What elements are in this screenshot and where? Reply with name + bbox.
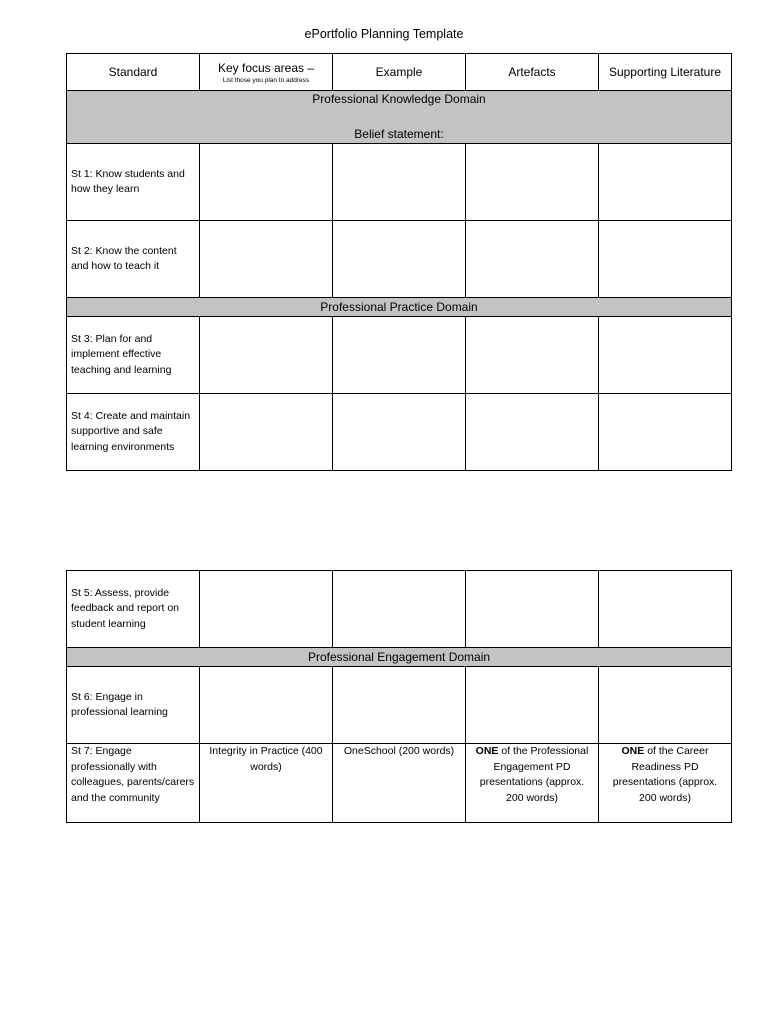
domain-cell-knowledge [67,91,732,144]
standard-cell: St 3: Plan for and implement effective teaching and learning [67,317,200,394]
literature-emphasis: ONE [621,745,645,757]
standard-cell: St 4: Create and maintain supportive and safe learning environments [67,394,200,471]
example-cell[interactable] [333,667,466,744]
domain-row-practice [67,298,732,317]
header-key-focus-sub: List those you plan to address [222,76,310,84]
key-focus-cell[interactable] [200,221,333,298]
table-header-row [67,54,732,91]
literature-cell[interactable] [599,667,732,744]
domain-title-practice: Professional Practice Domain [67,298,732,317]
standard-cell: St 7: Engage professionally with colleagues, parents/carers and the community [67,744,200,823]
literature-cell[interactable] [599,571,732,648]
table-row [67,144,732,221]
artefacts-emphasis: ONE [475,745,499,757]
example-cell[interactable]: OneSchool (200 words) [333,744,466,823]
artefacts-cell[interactable] [466,144,599,221]
table-row [67,221,732,298]
planning-table-part-2 [66,570,732,823]
example-cell[interactable] [333,571,466,648]
key-focus-cell[interactable] [200,667,333,744]
artefacts-cell[interactable] [466,317,599,394]
literature-cell[interactable] [599,317,732,394]
header-supporting-literature: Supporting Literature [599,54,732,91]
artefacts-cell[interactable] [466,394,599,471]
belief-statement-label: Belief statement: [354,127,444,141]
artefacts-text: of the Professional Engagement PD presentations (approx. 200 words) [479,745,589,804]
literature-cell[interactable] [599,394,732,471]
planning-table-part-1 [66,53,732,471]
standard-cell: St 1: Know students and how they learn [67,144,200,221]
domain-row-engagement [67,648,732,667]
domain-title-engagement: Professional Engagement Domain [67,648,732,667]
key-focus-cell[interactable] [200,317,333,394]
header-standard: Standard [67,54,200,91]
header-example: Example [333,54,466,91]
domain-row-knowledge [67,91,732,144]
artefacts-cell[interactable] [466,667,599,744]
key-focus-cell[interactable] [200,571,333,648]
key-focus-cell[interactable]: Integrity in Practice (400 words) [200,744,333,823]
example-cell[interactable] [333,144,466,221]
page-title: ePortfolio Planning Template [304,27,464,41]
literature-cell[interactable] [599,221,732,298]
table-row [67,394,732,471]
literature-cell[interactable] [599,144,732,221]
standard-cell: St 2: Know the content and how to teach it [67,221,200,298]
header-key-focus-label: Key focus areas – [217,60,315,75]
example-cell[interactable] [333,394,466,471]
standard-cell: St 6: Engage in professional learning [67,667,200,744]
literature-text: of the Career Readiness PD presentations (approx. 200 words) [612,745,718,804]
literature-cell[interactable] [599,744,732,823]
header-artefacts: Artefacts [466,54,599,91]
artefacts-cell[interactable] [466,744,599,823]
table-row [67,571,732,648]
table-row [67,744,732,823]
key-focus-cell[interactable] [200,144,333,221]
domain-title-knowledge: Professional Knowledge Domain [312,92,486,106]
header-key-focus [200,54,333,91]
artefacts-cell[interactable] [466,221,599,298]
example-cell[interactable] [333,221,466,298]
key-focus-cell[interactable] [200,394,333,471]
table-row [67,667,732,744]
table-row [67,317,732,394]
example-cell[interactable] [333,317,466,394]
standard-cell: St 5: Assess, provide feedback and report on student learning [67,571,200,648]
artefacts-cell[interactable] [466,571,599,648]
